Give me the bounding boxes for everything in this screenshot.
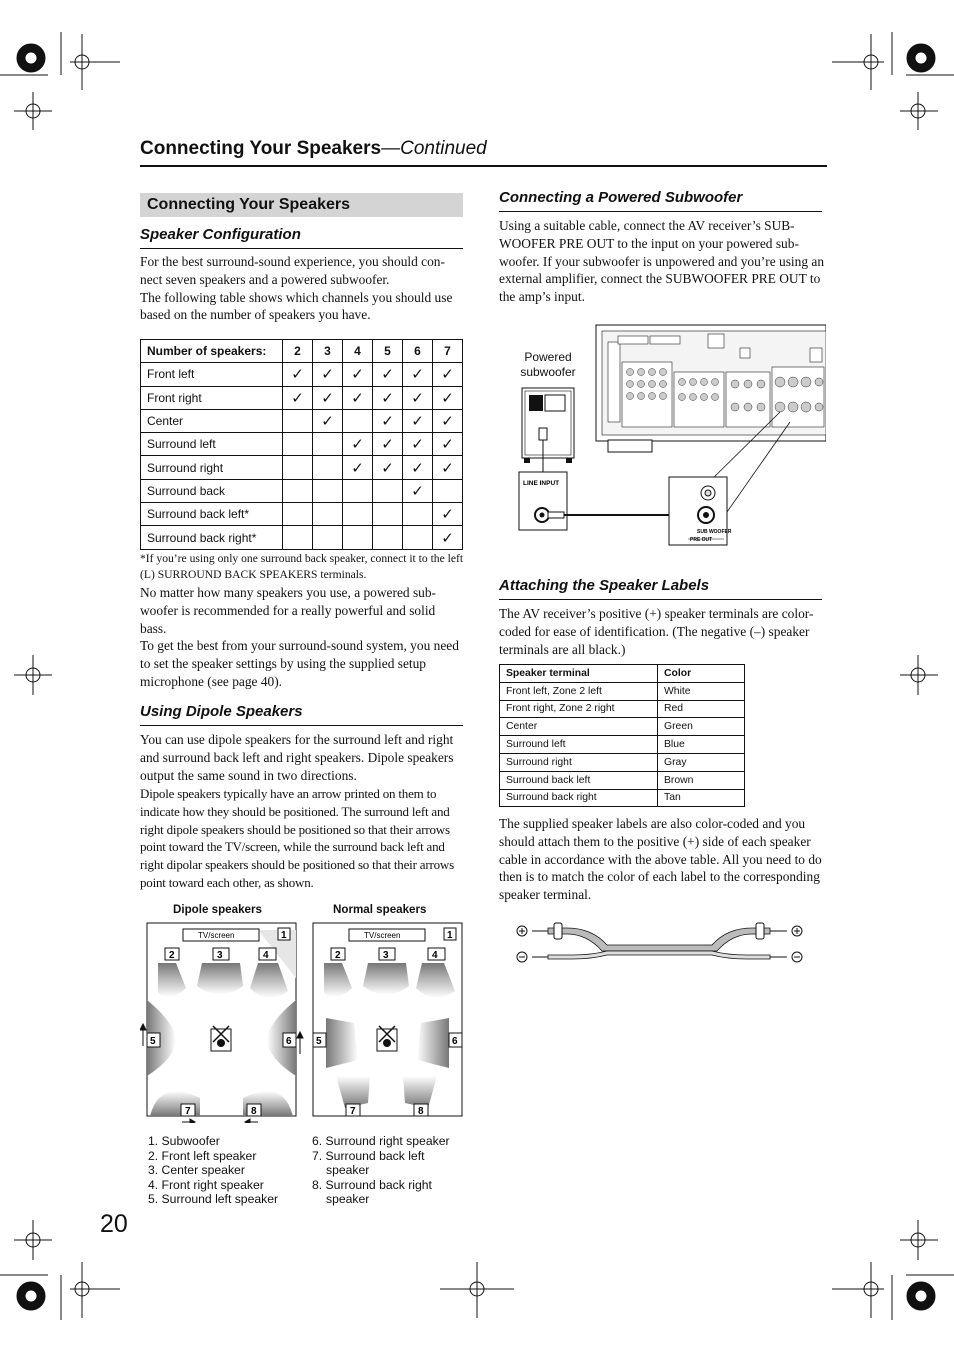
- check-cell: ✓: [433, 409, 463, 432]
- check-cell: [313, 526, 343, 549]
- check-cell: ✓: [343, 386, 373, 409]
- table-footnote: *If you’re using only one surround back speaker, connect it to the left (L) SURROUND BACK SPEAKERS terminals.: [140, 552, 464, 581]
- check-cell: ✓: [433, 386, 463, 409]
- check-cell: ✓: [283, 386, 313, 409]
- subwoofer-text: Using a suitable cable, connect the AV receiver’s SUB-WOOFER PRE OUT to the input on your powered sub-woofer. If your subwoofer is unpowered and you’re using an external amplifier, connect the SUBWOOFER PRE OUT to the amp’s input.: [499, 218, 825, 305]
- table-row: [141, 433, 463, 456]
- speaker-6: [417, 1018, 449, 1068]
- check-cell: [283, 456, 313, 479]
- labels-p1: The AV receiver’s positive (+) speaker terminals are color-coded for ease of identification. (The negative (–) speaker terminals are all black.): [499, 606, 814, 657]
- num-label: 3: [383, 950, 389, 961]
- legend-item: 6. Surround right speaker: [312, 1134, 450, 1148]
- table-row: [141, 479, 463, 502]
- check-cell: [403, 503, 433, 526]
- paragraph: To get the best from your surround-sound system, you need to set the speaker settings by using the supplied setup microphone (see page 40).: [140, 638, 459, 689]
- row-label: Front left: [141, 363, 283, 386]
- table-row: [500, 718, 745, 736]
- table-row: [141, 456, 463, 479]
- cell: Surround back left: [500, 771, 658, 789]
- section-title-box: [140, 193, 463, 217]
- num-label: 1: [281, 930, 287, 941]
- speaker-3: [363, 963, 409, 995]
- check-cell: ✓: [403, 363, 433, 386]
- row-label: Surround back right*: [141, 526, 283, 549]
- table-header: Speaker terminal: [500, 665, 658, 683]
- row-label: Surround left: [141, 433, 283, 456]
- count-cell: 2: [283, 340, 313, 363]
- divider: [140, 725, 463, 726]
- count-cell: 6: [403, 340, 433, 363]
- check-cell: [343, 409, 373, 432]
- speaker-3: [197, 963, 243, 995]
- check-cell: ✓: [403, 479, 433, 502]
- paragraph: No matter how many speakers you use, a powered sub-woofer is recommended for a really powerful and solid bass.: [140, 585, 436, 636]
- check-cell: [313, 433, 343, 456]
- cell: Gray: [658, 753, 745, 771]
- dipole-p2: Dipole speakers typically have an arrow printed on them to indicate how they should be positioned. The surround left and right dipole speakers should be positioned so that their arrows point toward the TV/screen, while the surround back left and right dipolar speakers should be positioned so that their arrows point toward each other, as shown.: [140, 786, 454, 890]
- speaker-config-more: [140, 584, 464, 691]
- num-label: 8: [418, 1106, 424, 1117]
- num-label: 2: [335, 950, 341, 961]
- cell: Center: [500, 718, 658, 736]
- check-cell: ✓: [313, 409, 343, 432]
- num-label: 8: [251, 1106, 257, 1117]
- labels-p2: The supplied speaker labels are also color-coded and you should attach them to the positive (+) side of each speaker cable in accordance with the above table. All you need to do then is to match the color of each label to the corresponding speaker terminal.: [499, 816, 822, 903]
- num-label: 5: [150, 1036, 156, 1047]
- check-cell: [313, 456, 343, 479]
- count-cell: 5: [373, 340, 403, 363]
- cell: Surround left: [500, 736, 658, 754]
- check-cell: ✓: [403, 409, 433, 432]
- check-cell: ✓: [373, 433, 403, 456]
- check-cell: [373, 526, 403, 549]
- legend-item: 8. Surround back right: [312, 1177, 432, 1192]
- table-row: [141, 386, 463, 409]
- check-cell: ✓: [373, 456, 403, 479]
- check-cell: ✓: [373, 363, 403, 386]
- cell: Front right, Zone 2 right: [500, 700, 658, 718]
- divider: [499, 211, 822, 212]
- cable-body: [548, 928, 770, 951]
- paragraph: For the best surround-sound experience, you should con-nect seven speakers and a powered subwoofer.: [140, 254, 445, 287]
- dipole-heading: Using Dipole Speakers: [140, 703, 303, 720]
- check-cell: [313, 479, 343, 502]
- table-row: [141, 526, 463, 549]
- check-cell: ✓: [403, 433, 433, 456]
- speaker-config-heading: Speaker Configuration: [140, 226, 301, 243]
- table-row: [500, 700, 745, 718]
- sub-woofer-label: SUB WOOFER: [697, 529, 732, 535]
- labels-heading: Attaching the Speaker Labels: [499, 577, 710, 594]
- check-cell: ✓: [433, 363, 463, 386]
- legend-item: 7. Surround back left: [312, 1148, 425, 1163]
- cell: Blue: [658, 736, 745, 754]
- cell: Surround right: [500, 753, 658, 771]
- section-title: Connecting Your Speakers: [147, 196, 351, 213]
- speaker-label-tag: [756, 923, 764, 939]
- check-cell: [283, 479, 313, 502]
- num-label: 6: [452, 1036, 458, 1047]
- table-row: [141, 363, 463, 386]
- check-cell: [283, 433, 313, 456]
- header-continued: —Continued: [381, 138, 487, 159]
- row-label: Surround back: [141, 479, 283, 502]
- table-row: [500, 736, 745, 754]
- check-cell: ✓: [373, 409, 403, 432]
- pre-out-label: PRE OUT: [690, 537, 713, 543]
- tv-screen-label: TV/screen: [364, 931, 401, 940]
- header-title: Connecting Your Speakers: [140, 138, 382, 159]
- subwoofer-unit: [522, 388, 574, 463]
- page-number: 20: [100, 1210, 128, 1238]
- speaker-table: [140, 339, 463, 550]
- check-cell: [343, 503, 373, 526]
- num-label: 6: [286, 1036, 292, 1047]
- num-label: 7: [350, 1106, 356, 1117]
- table-header-row: [500, 665, 745, 683]
- table-row: [500, 682, 745, 700]
- header-rule: [140, 165, 827, 167]
- table-header: Color: [658, 665, 745, 683]
- check-cell: ✓: [373, 386, 403, 409]
- count-cell: 4: [343, 340, 373, 363]
- num-label: 5: [316, 1036, 322, 1047]
- check-cell: ✓: [433, 456, 463, 479]
- check-cell: ✓: [343, 363, 373, 386]
- dipole-p1: You can use dipole speakers for the surround left and right and surround back left and right speakers. Dipole speakers output the same sound in two directions.: [140, 732, 454, 783]
- check-cell: [283, 503, 313, 526]
- label-line: subwoofer: [520, 365, 576, 379]
- receiver-rear-panel: [596, 325, 826, 452]
- check-cell: [403, 526, 433, 549]
- check-cell: [433, 479, 463, 502]
- listener-icon: [211, 1026, 231, 1051]
- speaker-5: [326, 1018, 358, 1068]
- row-label: Front right: [141, 386, 283, 409]
- table-row: [141, 503, 463, 526]
- subwoofer-connection-diagram: [510, 322, 826, 548]
- legend-left: [148, 1134, 278, 1207]
- legend-item: 5. Surround left speaker: [148, 1192, 279, 1207]
- table-header: Number of speakers:: [141, 340, 283, 363]
- table-row: [141, 409, 463, 432]
- color-table: [499, 664, 745, 807]
- table-header-row: [141, 340, 463, 363]
- num-label: 4: [263, 950, 269, 961]
- listener-icon: [377, 1026, 397, 1051]
- divider: [499, 599, 822, 600]
- legend-item: 1. Subwoofer: [148, 1134, 220, 1148]
- check-cell: ✓: [343, 456, 373, 479]
- legend-item: speaker: [326, 1192, 370, 1207]
- speaker-label-tag: [554, 923, 562, 939]
- divider: [140, 248, 463, 249]
- row-label: Surround right: [141, 456, 283, 479]
- table-row: [500, 789, 745, 807]
- count-cell: 7: [433, 340, 463, 363]
- check-cell: [283, 409, 313, 432]
- table-row: [500, 753, 745, 771]
- cell: Brown: [658, 771, 745, 789]
- check-cell: ✓: [313, 363, 343, 386]
- label-line: Powered: [524, 350, 572, 364]
- check-cell: ✓: [343, 433, 373, 456]
- check-cell: ✓: [403, 456, 433, 479]
- check-cell: ✓: [433, 433, 463, 456]
- check-cell: ✓: [433, 503, 463, 526]
- tv-screen-label: TV/screen: [198, 931, 235, 940]
- row-label: Surround back left*: [141, 503, 283, 526]
- cell: Front left, Zone 2 left: [500, 682, 658, 700]
- num-label: 7: [185, 1106, 191, 1117]
- legend-item: 3. Center speaker: [148, 1163, 245, 1178]
- check-cell: ✓: [433, 526, 463, 549]
- row-label: Center: [141, 409, 283, 432]
- cell: Surround back right: [500, 789, 658, 807]
- cell: White: [658, 682, 745, 700]
- speaker-cable-illustration: [512, 915, 808, 967]
- num-label: 3: [217, 950, 223, 961]
- num-label: 1: [447, 930, 453, 941]
- check-cell: ✓: [313, 386, 343, 409]
- check-cell: [343, 526, 373, 549]
- num-label: 4: [432, 950, 438, 961]
- legend-right: [312, 1134, 450, 1207]
- table-row: [500, 771, 745, 789]
- cell: Tan: [658, 789, 745, 807]
- legend-item: speaker: [326, 1163, 370, 1178]
- check-cell: [373, 503, 403, 526]
- speaker-config-text: [140, 253, 464, 324]
- num-label: 2: [169, 950, 175, 961]
- check-cell: [373, 479, 403, 502]
- page-header: [140, 138, 487, 160]
- legend-item: 4. Front right speaker: [148, 1177, 264, 1192]
- normal-diagram-title: Normal speakers: [333, 903, 427, 916]
- check-cell: ✓: [283, 363, 313, 386]
- speaker-layout-diagrams: [140, 918, 470, 1123]
- check-cell: ✓: [403, 386, 433, 409]
- line-input-label: LINE INPUT: [523, 480, 560, 487]
- check-cell: [283, 526, 313, 549]
- check-cell: [313, 503, 343, 526]
- subwoofer-heading: Connecting a Powered Subwoofer: [499, 189, 743, 206]
- legend-item: 2. Front left speaker: [148, 1148, 257, 1163]
- check-cell: [343, 479, 373, 502]
- paragraph: The following table shows which channels you should use based on the number of speakers you have.: [140, 289, 453, 323]
- count-cell: 3: [313, 340, 343, 363]
- cell: Green: [658, 718, 745, 736]
- dipole-diagram-title: Dipole speakers: [173, 903, 262, 916]
- cell: Red: [658, 700, 745, 718]
